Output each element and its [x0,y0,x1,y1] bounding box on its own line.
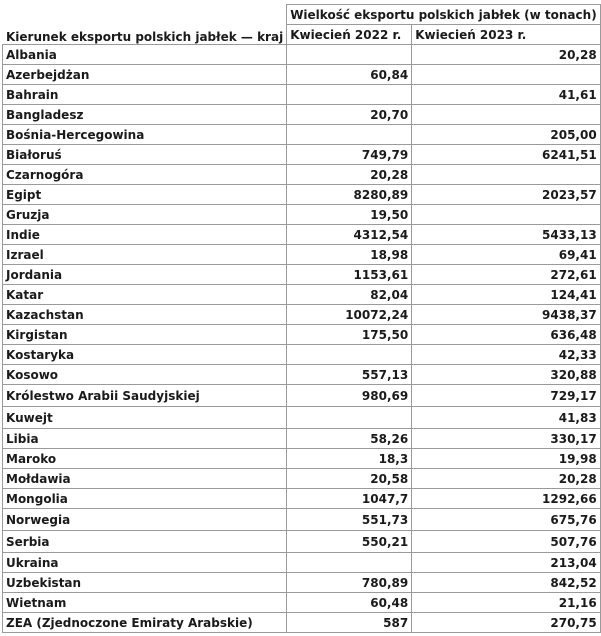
value-2023-cell [412,65,600,85]
country-cell: Indie [3,225,287,245]
table-row [3,305,601,325]
group-header-row [3,5,601,25]
country-cell: Kazachstan [3,305,287,325]
table-row [3,509,601,531]
value-2022-cell: 8280,89 [287,185,412,205]
value-2023-cell: 5433,13 [412,225,600,245]
value-2022-cell [287,407,412,429]
value-2022-cell: 20,28 [287,165,412,185]
value-2022-cell: 587 [287,613,412,633]
table-row [3,385,601,407]
country-cell: Wietnam [3,593,287,613]
table-row [3,325,601,345]
value-2023-cell: 675,76 [412,509,600,531]
value-2022-cell: 557,13 [287,365,412,385]
value-2022-cell: 60,84 [287,65,412,85]
country-cell: Libia [3,429,287,449]
value-2023-cell: 272,61 [412,265,600,285]
table-row [3,185,601,205]
table-row [3,489,601,509]
value-2022-cell: 19,50 [287,205,412,225]
column-header-2022: Kwiecień 2022 r. [287,25,412,45]
value-2022-cell: 18,98 [287,245,412,265]
table-row [3,407,601,429]
country-cell: Kuwejt [3,407,287,429]
country-cell: Białoruś [3,145,287,165]
value-2023-cell: 320,88 [412,365,600,385]
value-2023-cell: 1292,66 [412,489,600,509]
value-2023-cell: 213,04 [412,553,600,573]
table-row [3,125,601,145]
value-2022-cell: 749,79 [287,145,412,165]
value-2022-cell: 550,21 [287,531,412,553]
value-2023-cell: 636,48 [412,325,600,345]
country-cell: Bośnia-Hercegowina [3,125,287,145]
country-cell: Mongolia [3,489,287,509]
value-2022-cell: 82,04 [287,285,412,305]
value-2022-cell [287,345,412,365]
value-2023-cell: 42,33 [412,345,600,365]
country-cell: Gruzja [3,205,287,225]
table-row [3,573,601,593]
value-2023-cell: 270,75 [412,613,600,633]
value-2022-cell: 18,3 [287,449,412,469]
value-2023-cell: 729,17 [412,385,600,407]
value-2023-cell [412,105,600,125]
value-2022-cell: 20,58 [287,469,412,489]
table-row [3,429,601,449]
country-cell: Izrael [3,245,287,265]
value-2023-cell: 20,28 [412,469,600,489]
value-2022-cell [287,125,412,145]
table-row [3,225,601,245]
value-2023-cell: 330,17 [412,429,600,449]
country-cell: Jordania [3,265,287,285]
table-row [3,105,601,125]
value-2023-cell: 507,76 [412,531,600,553]
table-row [3,613,601,633]
table-row [3,553,601,573]
table-row [3,531,601,553]
country-cell: Serbia [3,531,287,553]
value-2023-cell: 842,52 [412,573,600,593]
country-cell: Kostaryka [3,345,287,365]
value-2022-cell: 10072,24 [287,305,412,325]
value-2023-cell: 69,41 [412,245,600,265]
table-row [3,45,601,65]
value-2022-cell: 1047,7 [287,489,412,509]
row-header: Kierunek eksportu polskich jabłek — kraj [3,5,287,45]
value-2022-cell: 175,50 [287,325,412,345]
table-row [3,65,601,85]
country-cell: Królestwo Arabii Saudyjskiej [3,385,287,407]
country-cell: Maroko [3,449,287,469]
column-header-2023: Kwiecień 2023 r. [412,25,600,45]
country-cell: Azerbejdżan [3,65,287,85]
table-row [3,449,601,469]
value-2023-cell: 21,16 [412,593,600,613]
value-2022-cell: 4312,54 [287,225,412,245]
table-row [3,165,601,185]
table-row [3,593,601,613]
value-2022-cell: 780,89 [287,573,412,593]
value-2023-cell: 205,00 [412,125,600,145]
country-cell: Czarnogóra [3,165,287,185]
table-row [3,85,601,105]
value-2022-cell: 58,26 [287,429,412,449]
table-row [3,345,601,365]
value-2023-cell: 19,98 [412,449,600,469]
value-2023-cell [412,165,600,185]
group-header: Wielkość eksportu polskich jabłek (w tonach) [287,5,601,25]
country-cell: Kirgistan [3,325,287,345]
value-2022-cell [287,85,412,105]
country-cell: Bangladesz [3,105,287,125]
value-2022-cell: 551,73 [287,509,412,531]
value-2023-cell [412,205,600,225]
table-row [3,245,601,265]
country-cell: Kosowo [3,365,287,385]
value-2022-cell [287,553,412,573]
value-2022-cell [287,45,412,65]
value-2023-cell: 41,61 [412,85,600,105]
country-cell: Ukraina [3,553,287,573]
country-cell: Bahrain [3,85,287,105]
country-cell: Uzbekistan [3,573,287,593]
table-row [3,265,601,285]
country-cell: Egipt [3,185,287,205]
value-2022-cell: 20,70 [287,105,412,125]
value-2023-cell: 41,83 [412,407,600,429]
table-row [3,285,601,305]
country-cell: Mołdawia [3,469,287,489]
value-2023-cell: 6241,51 [412,145,600,165]
value-2022-cell: 980,69 [287,385,412,407]
value-2023-cell: 20,28 [412,45,600,65]
value-2023-cell: 124,41 [412,285,600,305]
table-row [3,205,601,225]
value-2022-cell: 1153,61 [287,265,412,285]
value-2023-cell: 9438,37 [412,305,600,325]
table-row [3,365,601,385]
apple-export-table [2,4,601,633]
table-row [3,469,601,489]
value-2023-cell: 2023,57 [412,185,600,205]
country-cell: Norwegia [3,509,287,531]
country-cell: ZEA (Zjednoczone Emiraty Arabskie) [3,613,287,633]
country-cell: Albania [3,45,287,65]
value-2022-cell: 60,48 [287,593,412,613]
table-row [3,145,601,165]
country-cell: Katar [3,285,287,305]
